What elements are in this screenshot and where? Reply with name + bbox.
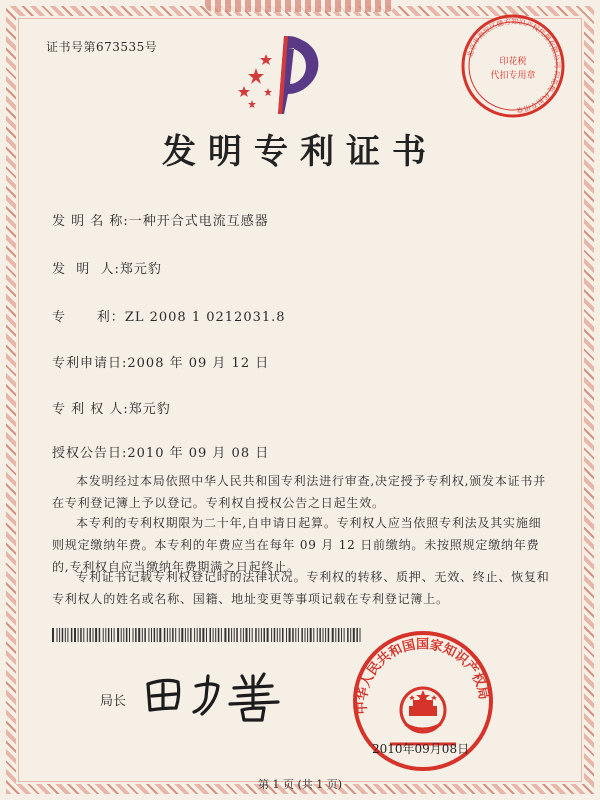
paragraph-term: 本专利的专利权期限为二十年,自申请日起算。专利权人应当依照专利法及其实施细则规定缴纳年费。本专利的年费应当在每年 09 月 12 日前缴纳。未按照规定缴纳年费的,专利权自应当缴纳年费期满之日起终止。 [52,516,542,574]
sipo-logo-icon [232,30,342,116]
field-value: 郑元豹 [119,262,162,277]
field-value: 一种开合式电流互感器 [128,214,269,229]
barcode [52,628,362,642]
paragraph-legal-status: 专利证书记载专利权登记时的法律状况。专利权的转移、质押、无效、终止、恢复和专利权人的姓名或名称、国籍、地址变更等事项记载在专利登记簿上。 [52,570,550,606]
field-application-date [52,352,269,371]
field-grant-date [52,442,269,461]
field-label: 发 明 名 称: [52,214,129,229]
field-label: 发 明 人: [52,262,120,277]
field-value: 2010 年 09 月 08 日 [127,446,270,461]
page-title: 发明专利证书 [162,132,438,172]
field-label: 专 利 [52,310,111,325]
seal-big-ring-text: 中华人民共和国国家知识产权局 [354,637,491,715]
paragraph-grant: 本发明经过本局依照中华人民共和国专利法进行审查,决定授予专利权,颁发本证书并在专利登记簿上予以登记。专利权自授权公告之日起生效。 [52,474,547,510]
field-value: 2008 年 09 月 12 日 [127,356,270,371]
field-patentee [52,398,171,417]
director-signature [138,662,298,722]
seal-top-line2: 代扣专用章 [490,71,536,81]
seal-top-ring-text: 北京市海淀区德方知识产权代理有限公司 印花税 代扣专用章 [465,17,562,114]
director-label: 局长 [100,694,127,709]
field-inventor [52,258,162,277]
field-label: 专 利 权 人: [52,402,129,417]
field-value: 郑元豹 [128,402,171,417]
field-invention-name [52,210,269,229]
tax-seal-stamp [455,8,571,124]
seal-top-line1: 印花税 [499,57,527,67]
field-value: ZL 2008 1 0212031.8 [124,310,286,325]
field-label: 专利申请日: [52,356,128,371]
national-emblem-icon [401,688,445,732]
field-patent-number: 专 利：ZL 2008 1 0212031.8 [52,306,286,325]
certificate-number: 证书号第673535号 [46,40,158,54]
issue-date: 2010年09月08日 [372,742,470,756]
top-ornament [205,0,395,12]
field-label: 授权公告日: [52,446,128,461]
page-indicator: 第 1 页 (共 1 页) [257,778,343,791]
